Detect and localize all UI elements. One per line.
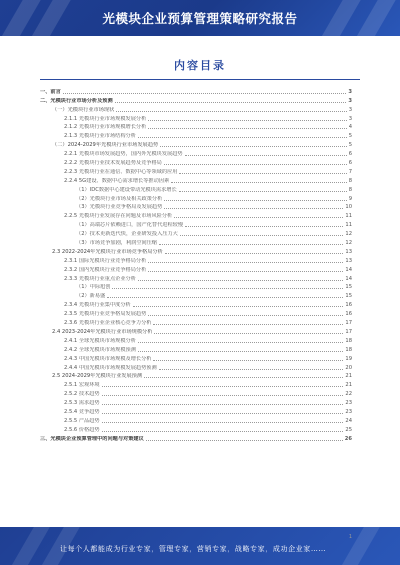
toc-entry[interactable] <box>40 175 352 184</box>
footer-banner <box>0 527 400 565</box>
toc-leader-dots <box>116 111 346 112</box>
toc-entry[interactable] <box>40 353 352 362</box>
toc-leader-dots <box>112 288 343 289</box>
toc-entry[interactable] <box>40 104 352 113</box>
toc-leader-dots <box>146 440 343 441</box>
toc-leader-dots <box>102 395 344 396</box>
footer-separator: ， <box>151 545 159 553</box>
toc-leader-dots <box>148 315 343 316</box>
toc-entry-page: 24 <box>345 417 352 424</box>
toc-entry[interactable] <box>40 308 352 317</box>
toc-entry[interactable] <box>40 264 352 273</box>
toc-leader-dots <box>165 253 344 254</box>
toc-entry-label: （1）IDC数据中心建设带动光模块需求增长 <box>76 186 177 193</box>
toc-entry-label: 2.5.6 价格趋势 <box>64 426 100 433</box>
footer-prefix: 让每个人都能成为 <box>60 545 121 553</box>
toc-entry-label: 2.4.4 中国光模块市场规模发展趋势预测 <box>64 364 157 371</box>
toc-entry-page: 7 <box>348 168 352 175</box>
footer-slogan <box>60 544 326 554</box>
toc-entry[interactable] <box>40 317 352 326</box>
toc-entry-label: （二）2024-2029年光模块行业市场发展趋势 <box>52 142 159 149</box>
toc-entry-page: 6 <box>348 151 352 158</box>
toc-entry-page: 14 <box>345 275 352 282</box>
toc-entry-label: 2.5.2 技术趋势 <box>64 391 100 398</box>
toc-entry-label: 2.4 2023-2024年光模块行业市场规模分析 <box>52 328 153 335</box>
toc-leader-dots <box>115 102 347 103</box>
toc-leader-dots <box>144 377 343 378</box>
toc-entry-page: 15 <box>345 284 352 291</box>
toc-entry-label: （1）高端芯片依赖进口，国产化替代进程较慢 <box>76 222 184 229</box>
toc-entry-page: 26 <box>344 435 352 442</box>
toc-entry-label: 2.3 2022-2024年光模块行业市场竞争格局分析 <box>52 248 163 255</box>
toc-entry-page: 19 <box>345 355 352 362</box>
toc-entry[interactable] <box>40 290 352 299</box>
toc-entry-label: 2.3.6 光模块行业企业核心竞争力分析 <box>64 320 152 327</box>
toc-leader-dots <box>153 360 343 361</box>
toc-entry[interactable] <box>40 273 352 282</box>
table-of-contents <box>40 86 352 442</box>
toc-entry-label: 2.5.1 宏观环境 <box>64 382 100 389</box>
toc-entry-label: 2.2.2 光模块行业技术发展趋势及竞争格局 <box>64 160 162 167</box>
toc-entry-page: 3 <box>348 106 352 113</box>
toc-entry-label: （3）光模块行业竞争格局及发展趋势 <box>76 204 163 211</box>
toc-entry-label: 2.3.3 光模块行业重点企业分析 <box>64 275 136 282</box>
toc-entry-page: 15 <box>345 293 352 300</box>
footer-stripe <box>333 527 384 565</box>
toc-leader-dots <box>148 271 343 272</box>
toc-entry-label: 2.2.4 5G建设、数据中心需求增长等推动因素 <box>64 177 170 184</box>
toc-leader-dots <box>138 351 343 352</box>
toc-leader-dots <box>164 164 347 165</box>
toc-entry[interactable] <box>40 397 352 406</box>
toc-entry[interactable] <box>40 335 352 344</box>
toc-entry[interactable] <box>40 219 352 228</box>
toc-entry-label: 一、前言 <box>40 88 61 95</box>
toc-entry-label: 2.1.2 光模块行业市场规模增长分析 <box>64 124 147 131</box>
toc-entry[interactable] <box>40 282 352 291</box>
toc-entry[interactable] <box>40 424 352 433</box>
toc-entry-label: 2.1.1 光模块行业市场规模发展分析 <box>64 115 147 122</box>
toc-leader-dots <box>102 404 344 405</box>
toc-entry[interactable] <box>40 166 352 175</box>
toc-entry-page: 11 <box>345 222 352 229</box>
toc-entry[interactable] <box>40 202 352 211</box>
toc-entry-label: 2.5.5 产品趋势 <box>64 417 100 424</box>
toc-entry-label: 2.5.3 需求趋势 <box>64 400 100 407</box>
toc-entry-label: 2.2.5 光模块行业发展存在问题及市场风险分析 <box>64 213 173 220</box>
toc-leader-dots <box>138 137 347 138</box>
toc-leader-dots <box>185 155 347 156</box>
toc-leader-dots <box>174 217 343 218</box>
toc-entry-page: 5 <box>348 142 352 149</box>
toc-leader-dots <box>164 200 346 201</box>
footer-slogan-item: 营销专家 <box>196 545 228 553</box>
toc-entry-label: （1）中际旭创 <box>76 284 111 291</box>
toc-entry[interactable] <box>40 210 352 219</box>
toc-entry[interactable] <box>40 148 352 157</box>
toc-entry[interactable] <box>40 344 352 353</box>
toc-entry[interactable] <box>40 237 352 246</box>
toc-entry-label: 2.4.2 全球光模块市场规模预测 <box>64 346 136 353</box>
toc-entry[interactable] <box>40 406 352 415</box>
toc-entry[interactable] <box>40 255 352 264</box>
toc-entry-label: 2.3.2 国内光模块行业竞争格局分析 <box>64 266 147 273</box>
toc-leader-dots <box>102 413 344 414</box>
toc-leader-dots <box>160 146 347 147</box>
toc-entry-page: 12 <box>345 231 352 238</box>
page-number: 1 <box>348 534 352 540</box>
toc-divider <box>40 79 360 80</box>
toc-entry[interactable] <box>40 113 352 122</box>
toc-leader-dots <box>102 422 344 423</box>
toc-entry[interactable] <box>40 122 352 131</box>
report-title: 光模块企业预算管理策略研究报告 <box>102 11 298 26</box>
footer-slogan-item: 成功企业家…… <box>272 545 327 553</box>
toc-entry-page: 10 <box>345 204 352 211</box>
toc-entry-label: 2.3.4 光模块行业集中度分析 <box>64 302 131 309</box>
toc-entry[interactable] <box>40 326 352 335</box>
toc-leader-dots <box>154 333 343 334</box>
toc-entry-label: 2.4.1 全球光模块市场规模分析 <box>64 337 136 344</box>
toc-entry-page: 21 <box>345 373 352 380</box>
toc-entry-page: 18 <box>345 346 352 353</box>
toc-leader-dots <box>185 226 343 227</box>
toc-leader-dots <box>159 369 344 370</box>
toc-entry[interactable] <box>40 388 352 397</box>
header-banner <box>0 0 400 36</box>
toc-leader-dots <box>107 297 343 298</box>
toc-entry-label: （一）光模块行业市场现状 <box>52 106 115 113</box>
toc-entry-page: 23 <box>345 408 352 415</box>
toc-entry-page: 20 <box>345 364 352 371</box>
toc-entry-label: （2）技术更新迭代快，企业研发投入压力大 <box>76 231 178 238</box>
toc-heading: 内容目录 <box>174 59 226 72</box>
toc-entry[interactable] <box>40 299 352 308</box>
toc-entry-page: 9 <box>348 195 352 202</box>
toc-entry-page: 11 <box>345 213 352 220</box>
toc-entry-page: 21 <box>345 382 352 389</box>
toc-entry-page: 17 <box>345 320 352 327</box>
toc-entry[interactable] <box>40 228 352 237</box>
toc-entry[interactable] <box>40 139 352 148</box>
toc-entry-page: 13 <box>345 257 352 264</box>
toc-entry-page: 23 <box>345 400 352 407</box>
toc-leader-dots <box>148 262 343 263</box>
toc-entry-label: 2.2.3 光模块行业在通信、数据中心等领域的应用 <box>64 168 178 175</box>
toc-leader-dots <box>159 244 343 245</box>
toc-leader-dots <box>133 306 344 307</box>
toc-leader-dots <box>148 128 346 129</box>
toc-leader-dots <box>179 173 346 174</box>
toc-entry-page: 3 <box>348 97 352 104</box>
footer-separator: ， <box>265 545 273 553</box>
toc-entry[interactable] <box>40 184 352 193</box>
toc-entry-page: 12 <box>345 240 352 247</box>
toc-entry-label: （2）光模块行业市场及相关政策分析 <box>76 195 163 202</box>
toc-entry-label: 三、光模块企业预算管理中的问题与对策建议 <box>40 435 144 442</box>
toc-entry-page: 22 <box>345 391 352 398</box>
toc-entry-page: 16 <box>345 302 352 309</box>
toc-leader-dots <box>138 342 343 343</box>
toc-entry-page: 25 <box>345 426 352 433</box>
toc-leader-dots <box>179 191 347 192</box>
toc-entry-label: 2.2.1 光模块市场发展趋势，国内外光模块发展趋势 <box>64 151 183 158</box>
toc-entry-label: 2.5.4 竞争趋势 <box>64 408 100 415</box>
toc-leader-dots <box>102 386 344 387</box>
toc-entry[interactable] <box>40 246 352 255</box>
toc-entry[interactable] <box>40 433 352 442</box>
toc-leader-dots <box>148 120 346 121</box>
toc-entry[interactable] <box>40 362 352 371</box>
footer-separator: ， <box>227 545 235 553</box>
toc-entry[interactable] <box>40 415 352 424</box>
toc-leader-dots <box>164 208 343 209</box>
toc-entry[interactable] <box>40 95 352 104</box>
toc-leader-dots <box>180 235 344 236</box>
toc-entry[interactable] <box>40 157 352 166</box>
toc-entry-label: 二、光模块行业市场分析及预测 <box>40 97 113 104</box>
toc-entry-page: 3 <box>348 115 352 122</box>
toc-entry-label: 2.5 2024-2029年光模块行业发展预测 <box>52 373 143 380</box>
toc-entry-page: 6 <box>348 160 352 167</box>
toc-entry-page: 17 <box>345 328 352 335</box>
toc-entry-page: 13 <box>345 248 352 255</box>
footer-slogan-item: 战略专家 <box>234 545 266 553</box>
toc-leader-dots <box>171 182 347 183</box>
toc-entry-page: 18 <box>345 337 352 344</box>
toc-entry-label: 2.1.3 光模块行业市场结构分析 <box>64 133 136 140</box>
toc-entry-page: 3 <box>348 88 352 95</box>
toc-entry[interactable] <box>40 193 352 202</box>
toc-leader-dots <box>63 93 347 94</box>
toc-entry-label: （2）新易盛 <box>76 293 106 300</box>
toc-entry-page: 14 <box>345 266 352 273</box>
toc-entry-label: 2.3.5 光模块行业竞争格局发展趋势 <box>64 311 147 318</box>
toc-entry-page: 4 <box>348 124 352 131</box>
footer-slogan-item: 管理专家 <box>158 545 190 553</box>
toc-entry-label: 2.3.1 国际光模块行业竞争格局分析 <box>64 257 147 264</box>
toc-entry-label: 2.4.3 中国光模块市场规模及增长分析 <box>64 355 152 362</box>
toc-entry[interactable] <box>40 130 352 139</box>
toc-entry[interactable] <box>40 371 352 380</box>
toc-leader-dots <box>138 280 343 281</box>
toc-entry-label: （3）市场竞争加剧，利润空间压缩 <box>76 240 158 247</box>
toc-entry-page: 5 <box>348 133 352 140</box>
footer-separator: ， <box>189 545 197 553</box>
toc-entry-page: 16 <box>345 311 352 318</box>
toc-entry-page: 8 <box>348 177 352 184</box>
footer-slogan-item: 行业专家 <box>120 545 152 553</box>
toc-entry[interactable] <box>40 86 352 95</box>
toc-leader-dots <box>102 431 344 432</box>
toc-entry-page: 8 <box>348 186 352 193</box>
toc-leader-dots <box>153 324 343 325</box>
toc-entry[interactable] <box>40 379 352 388</box>
